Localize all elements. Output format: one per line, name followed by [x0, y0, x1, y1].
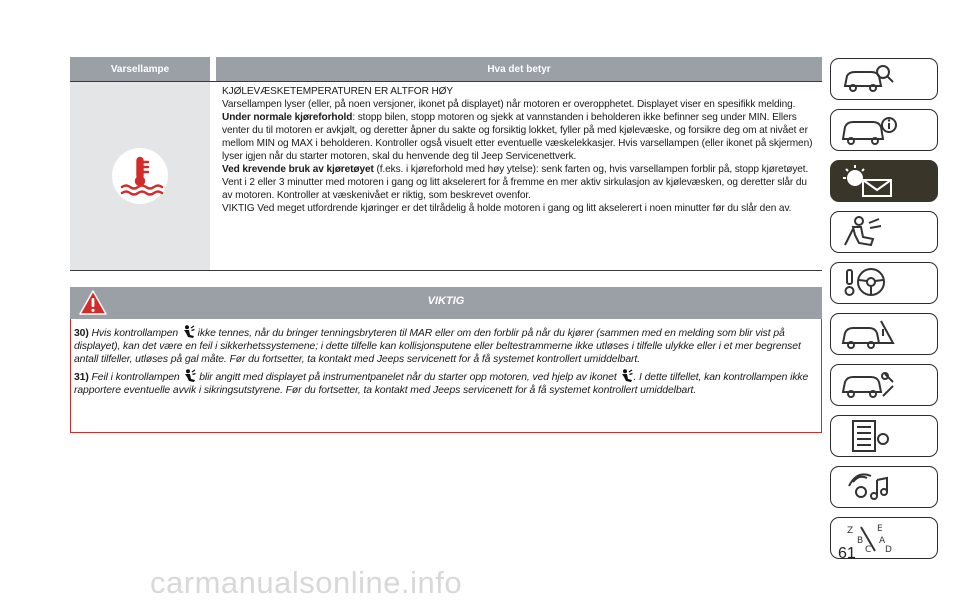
- warning-31-c: . I dette tilfellet, kan kontrollampen ikke rapportere eventuelle avvik i sikringsutstyrene. Før du fortsetter, ta kontakt med Jeeps servicenett for å få systemet kontrollert umiddelbart.: [74, 371, 809, 396]
- col-header-lamp: Varsellampe: [70, 57, 210, 81]
- p2-text: : stopp bilen, stopp motoren og sjekk at vannstanden i beholderen ikke befinner seg under MIN. Ellers venter du til motoren er avkjølt, og deretter åpner du sakte og forsiktig lokket, fyller på med kjølevæske, og forsikre deg om at nivået er mellom MIN og MAX i beholderen. Kontroller også visuelt etter eventuelle væskelekkasjer. Hvis varsellampen (eller ikonet på skjermen) lyser igjen når du starter motoren, skal du henvende deg til Jeep Servicenettverk.: [222, 112, 813, 163]
- nav-tab-starting-driving[interactable]: [830, 262, 938, 304]
- steering-wheel-icon: [839, 266, 899, 300]
- lamp-description: [222, 85, 820, 215]
- car-emergency-icon: [839, 317, 899, 351]
- table-rule-bottom: [70, 270, 822, 271]
- warning-number-30: 30): [74, 328, 89, 339]
- svg-text:E: E: [877, 524, 883, 534]
- description-p1: Varsellampen lyser (eller, på noen versjoner, ikonet på displayet) når motoren er overopphetet. Displayet viser en spesifikk melding.: [222, 99, 796, 111]
- description-heading: KJØLEVÆSKETEMPERATUREN ER ALTFOR HØY: [222, 86, 454, 97]
- seat-airbag-icon: [839, 215, 899, 249]
- nav-tab-warning-lights[interactable]: [830, 160, 938, 202]
- nav-tab-getting-to-know[interactable]: [830, 58, 938, 100]
- airbag-passenger-icon: [182, 369, 196, 383]
- watermark: carmanualsonline.info: [150, 565, 463, 600]
- warning-30-b: ikke tennes, når du bringer tenningsbryteren til MAR eller om den forblir på når du kjører (sammen med en melding som blir vist på displayet), kan det være en feil i sikkerhetssystemene; i dette tilfelle kan kollisjonsputene eller beltestrammerne ikke utløses i tilfelle ulykke eller i et mer begrenset antall tilfeller, utløses på gal måte. Før du fortsetter, ta kontakt med Jeeps servicenett for å få systemet kontrollert umiddelbart.: [74, 328, 801, 366]
- specifications-list-icon: [839, 419, 899, 453]
- car-maintenance-icon: [839, 368, 899, 402]
- p3-text: (f.eks. i kjøreforhold med høy ytelse): senk farten og, hvis varsellampen forblir på, stopp kjøretøyet. Vent i 2 eller 3 minutter med motoren i gang og litt akselerert for å fremme en mer aktiv sirkulasjon av kjølevæsken, og deretter slår du av motoren. Kontroller at væskenivået er riktig, som beskrevet ovenfor.: [222, 164, 809, 202]
- table-header: [70, 57, 822, 81]
- nav-tab-technical-data[interactable]: [830, 415, 938, 457]
- nav-tab-maintenance[interactable]: [830, 364, 938, 406]
- warning-item-31: [74, 369, 817, 397]
- warning-31-b: blir angitt med displayet på instrumentpanelet når du starter opp motoren, ved hjelp av ikonet: [199, 371, 617, 383]
- description-p4: VIKTIG Ved meget utfordrende kjøringer er det tilrådelig å holde motoren i gang og litt akselerert i noen minutter før du slår den av.: [222, 203, 792, 215]
- p3-label: Ved krevende bruk av kjøretøyet: [222, 164, 374, 176]
- nav-tab-multimedia[interactable]: [830, 466, 938, 508]
- description-p2: [222, 111, 820, 163]
- svg-text:Z: Z: [847, 526, 854, 536]
- col-header-meaning: Hva det betyr: [216, 57, 822, 81]
- warning-body: [70, 319, 822, 433]
- svg-text:D: D: [885, 545, 892, 555]
- description-p3: [222, 163, 820, 202]
- coolant-temperature-icon: [110, 146, 170, 206]
- warning-31-a: Feil i kontrollampen: [91, 371, 180, 383]
- airbag-passenger-icon: [181, 325, 195, 339]
- nav-tab-dashboard[interactable]: [830, 109, 938, 151]
- svg-text:A: A: [879, 536, 886, 546]
- warning-30-a: Hvis kontrollampen: [91, 328, 179, 339]
- warning-title: VIKTIG: [427, 295, 465, 307]
- warning-light-message-icon: [839, 164, 899, 198]
- page-number: 61: [838, 545, 856, 562]
- nav-tab-safety[interactable]: [830, 211, 938, 253]
- warning-number-31: 31): [74, 371, 89, 383]
- lamp-cell: [70, 82, 210, 270]
- car-search-icon: [839, 62, 899, 96]
- car-info-icon: [839, 113, 899, 147]
- nav-tab-emergency[interactable]: [830, 313, 938, 355]
- svg-text:B: B: [857, 536, 864, 546]
- p2-label: Under normale kjøreforhold: [222, 112, 353, 124]
- airbag-passenger-icon: [619, 369, 633, 383]
- warning-item-30: [74, 325, 817, 367]
- multimedia-icon: [839, 470, 899, 504]
- warning-header: [70, 287, 822, 319]
- svg-text:C: C: [865, 545, 872, 555]
